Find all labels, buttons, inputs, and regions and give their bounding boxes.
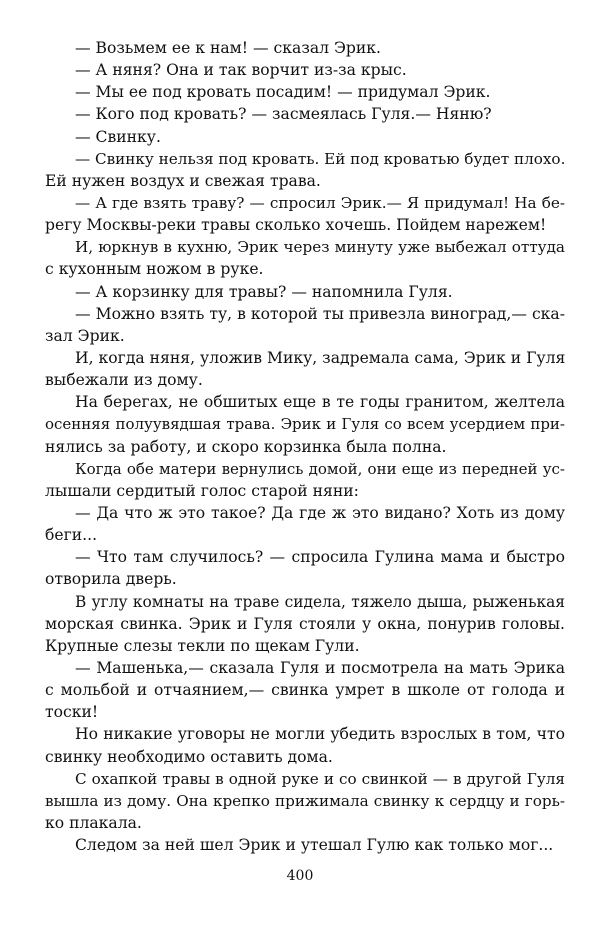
text-line: морская свинка. Эрик и Гуля стояли у окна, понурив головы. [45,614,565,633]
text-line: Ей нужен воздух и свежая трава. [45,171,321,190]
text-line: ко плакала. [45,813,142,832]
text-line: лышали сердитый голос старой няни: [45,481,359,500]
text-line: регу Москвы-реки травы сколько хочешь. Пойдем нарежем! [45,216,547,235]
text-line: С охапкой травы в одной руке и со свинкой — в другой Гуля [75,769,565,788]
text-line: — Можно взять ту, в которой ты привезла виноград,— ска- [75,304,565,323]
text-line: — Кого под кровать? — засмеялась Гуля.— Няню? [75,105,492,124]
text-line: зал Эрик. [45,326,125,345]
text-line: И, когда няня, уложив Мику, задремала сама, Эрик и Гуля [75,348,566,367]
text-line: — Мы ее под кровать посадим! — придумал Эрик. [75,83,491,102]
text-line: осенняя полуувядшая трава. Эрик и Гуля со всем усердием при- [45,415,565,434]
text-line: — Свинку. [75,127,161,146]
text-line: Следом за ней шел Эрик и утешал Гулю как только мог... [75,836,554,855]
text-line: с кухонным ножом в руке. [45,260,264,279]
text-line: нялись за работу, и скоро корзинка была полна. [45,437,447,456]
text-line: На берегах, не обшитых еще в те годы гранитом, желтела [75,393,565,412]
text-line: — Машенька,— сказала Гуля и посмотрела на мать Эрика [75,658,565,677]
text-line: — Что там случилось? — спросила Гулина мама и быстро [75,548,565,567]
page-number: 400 [286,868,314,884]
text-line: — Возьмем ее к нам! — сказал Эрик. [75,39,381,57]
text-line: отворила дверь. [45,570,177,589]
text-line: — А корзинку для травы? — напомнила Гуля. [75,282,453,301]
text-line: Крупные слезы текли по щекам Гули. [45,636,360,655]
text-line: с мольбой и отчаянием,— свинка умрет в школе от голода и [45,681,565,700]
text-line: вышла из дому. Она крепко прижимала свинку к сердцу и горь- [45,791,565,810]
text-line: — А где взять траву? — спросил Эрик.— Я придумал! На бе- [75,193,565,212]
text-line: Но никакие уговоры не могли убедить взрослых в том, что [75,725,565,744]
text-line: — Свинку нельзя под кровать. Ей под кроватью будет плохо. [75,149,566,168]
text-line: беги... [45,526,98,545]
text-line: И, юркнув в кухню, Эрик через минуту уже выбежал оттуда [75,238,565,257]
text-line: — А няня? Она и так ворчит из-за крыс. [75,61,407,80]
text-line: — Да что ж это такое? Да где ж это видано? Хоть из дому [75,503,565,522]
page-body [45,37,565,856]
text-line: свинку необходимо оставить дома. [45,747,333,766]
text-line: тоски! [45,703,99,722]
text-line: выбежали из дому. [45,371,203,390]
text-line: В углу комнаты на траве сидела, тяжело дыша, рыженькая [75,592,565,611]
text-line: Когда обе матери вернулись домой, они еще из передней ус- [75,459,565,478]
